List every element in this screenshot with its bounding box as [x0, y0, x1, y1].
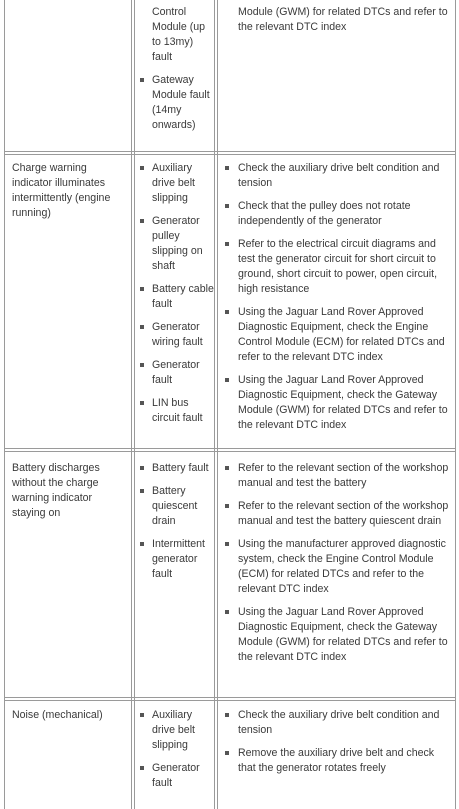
bullet-icon	[225, 166, 229, 170]
bullet-icon	[225, 504, 229, 508]
action-item: Module (GWM) for related DTCs and refer to the relevant DTC index	[238, 6, 448, 33]
row-divider	[4, 697, 456, 698]
action-item: Refer to the electrical circuit diagrams and test the generator circuit for short circuit to ground, short circuit to power, open circuit, high resistance	[221, 237, 451, 297]
cause-item: Battery cable fault	[138, 282, 216, 312]
action-item: Refer to the relevant section of the workshop manual and test the battery	[221, 461, 451, 491]
bullet-icon	[225, 751, 229, 755]
row-divider	[4, 151, 456, 152]
bullet-icon	[225, 242, 229, 246]
row-divider	[4, 154, 456, 155]
bullet-icon	[225, 378, 229, 382]
cause-item: Auxiliary drive belt slipping	[138, 708, 216, 753]
bullet-icon	[140, 489, 144, 493]
row-divider	[4, 451, 456, 452]
row-divider	[4, 448, 456, 449]
cause-item: LIN bus circuit fault	[138, 396, 216, 426]
cause-item: Auxiliary drive belt slipping	[138, 161, 216, 206]
bullet-icon	[140, 542, 144, 546]
action-item: Using the manufacturer approved diagnostic system, check the Engine Control Module (ECM) for related DTCs and refer to the relevant DTC index	[221, 537, 451, 597]
actions-cell	[221, 461, 451, 673]
bullet-icon	[225, 713, 229, 717]
bullet-icon	[225, 310, 229, 314]
bullet-icon	[140, 766, 144, 770]
table-border-right	[455, 0, 456, 809]
bullet-icon	[140, 219, 144, 223]
table-row	[138, 5, 216, 141]
bullet-icon	[225, 542, 229, 546]
column-divider	[134, 0, 135, 809]
symptom-cell: Battery discharges without the charge warning indicator staying on	[12, 462, 100, 519]
actions-cell	[221, 708, 451, 784]
action-item: Remove the auxiliary drive belt and check that the generator rotates freely	[221, 746, 451, 776]
cause-item: Battery quiescent drain	[138, 484, 216, 529]
actions-cell	[221, 161, 451, 441]
bullet-icon	[225, 610, 229, 614]
causes-cell	[138, 708, 216, 799]
bullet-icon	[140, 466, 144, 470]
row-divider	[4, 700, 456, 701]
table-row	[221, 5, 451, 43]
action-item: Refer to the relevant section of the workshop manual and test the battery quiescent drain	[221, 499, 451, 529]
column-divider	[131, 0, 132, 809]
cause-item: Generator pulley slipping on shaft	[138, 214, 216, 274]
column-divider	[217, 0, 218, 809]
table-border-left	[4, 0, 5, 809]
bullet-icon	[140, 713, 144, 717]
causes-cell	[138, 461, 216, 590]
bullet-icon	[140, 287, 144, 291]
bullet-icon	[140, 78, 144, 82]
causes-cell	[138, 161, 216, 434]
bullet-icon	[140, 166, 144, 170]
action-item: Using the Jaguar Land Rover Approved Diagnostic Equipment, check the Gateway Module (GWM) for related DTCs and refer to the relevant DTC index	[221, 605, 451, 665]
bullet-icon	[225, 204, 229, 208]
bullet-icon	[225, 466, 229, 470]
cause-item: Control Module (up to 13my) fault	[152, 6, 205, 63]
bullet-icon	[140, 325, 144, 329]
cause-item: Intermittent generator fault	[138, 537, 216, 582]
action-item: Check the auxiliary drive belt condition and tension	[221, 708, 451, 738]
cause-item: Gateway Module fault (14my onwards)	[138, 73, 216, 133]
bullet-icon	[140, 363, 144, 367]
action-item: Check the auxiliary drive belt condition and tension	[221, 161, 451, 191]
action-item: Using the Jaguar Land Rover Approved Diagnostic Equipment, check the Engine Control Module (ECM) for related DTCs and refer to the relevant DTC index	[221, 305, 451, 365]
action-item: Using the Jaguar Land Rover Approved Diagnostic Equipment, check the Gateway Module (GWM) for related DTCs and refer to the relevant DTC index	[221, 373, 451, 433]
bullet-icon	[140, 401, 144, 405]
symptom-cell: Noise (mechanical)	[12, 709, 103, 721]
cause-item: Generator wiring fault	[138, 320, 216, 350]
symptom-cell: Charge warning indicator illuminates intermittently (engine running)	[12, 162, 111, 219]
cause-item: Generator fault	[138, 358, 216, 388]
action-item: Check that the pulley does not rotate independently of the generator	[221, 199, 451, 229]
diagnostic-table	[4, 0, 456, 809]
cause-item: Generator fault	[138, 761, 216, 791]
cause-item: Battery fault	[138, 461, 216, 476]
